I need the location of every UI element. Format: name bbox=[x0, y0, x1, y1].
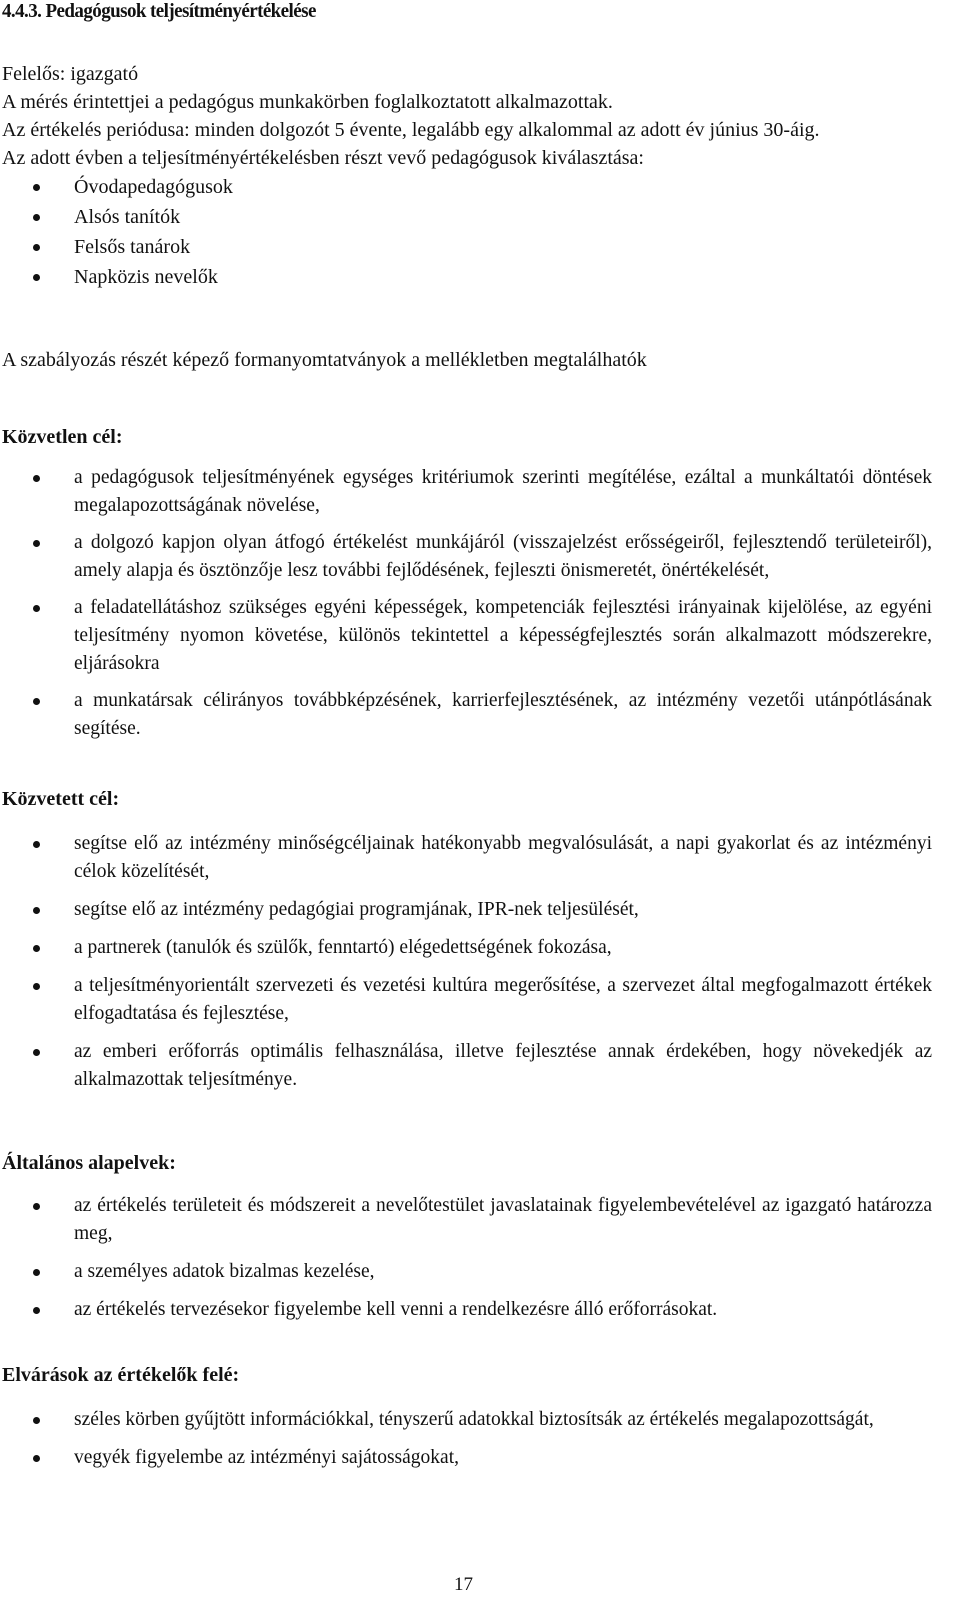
bullet-icon bbox=[33, 244, 40, 251]
list-item: Óvodapedagógusok bbox=[2, 172, 932, 202]
list-item: Alsós tanítók bbox=[2, 202, 932, 232]
bullet-icon bbox=[33, 1417, 40, 1424]
list-item: a teljesítményorientált szervezeti és vezetési kultúra megerősítése, a szervezet által megfogalmazott értékek elfogadtatása és fejlesztése, bbox=[2, 972, 932, 1028]
list-item: a feladatellátáshoz szükséges egyéni képességek, kompetenciák fejlesztési irányainak kijelölése, az egyéni teljesítmény nyomon követése, különös tekintettel a képességfejlesztés során alkalmazott módszerekre, eljárásokra bbox=[2, 594, 932, 678]
forms-note: A szabályozás részét képező formanyomtatványok a mellékletben megtalálhatók bbox=[2, 349, 647, 371]
bullet-icon bbox=[33, 274, 40, 281]
list-item: a partnerek (tanulók és szülők, fenntartó) elégedettségének fokozása, bbox=[2, 934, 932, 962]
list-item: az értékelés területeit és módszereit a nevelőtestület javaslatainak figyelembevételével az igazgató határozza meg, bbox=[2, 1192, 932, 1248]
list-item: az értékelés tervezésekor figyelembe kell venni a rendelkezésre álló erőforrásokat. bbox=[2, 1296, 932, 1324]
bullet-icon bbox=[33, 184, 40, 191]
direct-goal-section bbox=[2, 424, 932, 743]
bullet-icon bbox=[33, 1203, 40, 1210]
list-item: a pedagógusok teljesítményének egységes kritériumok szerinti megítélése, ezáltal a munkáltatói döntések megalapozottságának növelése, bbox=[2, 464, 932, 520]
list-item: az emberi erőforrás optimális felhasználása, illetve fejlesztése annak érdekében, hogy növekedjék az alkalmazottak teljesítménye. bbox=[2, 1038, 932, 1094]
teacher-groups-list bbox=[2, 172, 932, 292]
direct-goal-title: Közvetlen cél: bbox=[2, 426, 123, 448]
list-item: segítse elő az intézmény pedagógiai programjának, IPR-nek teljesülését, bbox=[2, 896, 932, 924]
intro-block bbox=[2, 60, 932, 292]
selection-line: Az adott évben a teljesítményértékelésben részt vevő pedagógusok kiválasztása: bbox=[2, 147, 644, 169]
bullet-icon bbox=[33, 1269, 40, 1276]
list-item: Felsős tanárok bbox=[2, 232, 932, 262]
general-principles-section bbox=[2, 1150, 932, 1324]
bullet-icon bbox=[33, 605, 40, 612]
direct-goal-list bbox=[2, 464, 932, 743]
list-item: a személyes adatok bizalmas kezelése, bbox=[2, 1258, 932, 1286]
responsible-line: Felelős: igazgató bbox=[2, 63, 139, 85]
bullet-icon bbox=[33, 698, 40, 705]
list-item: vegyék figyelembe az intézményi sajátosságokat, bbox=[2, 1444, 932, 1472]
general-principles-title: Általános alapelvek: bbox=[2, 1152, 176, 1174]
scope-line: A mérés érintettjei a pedagógus munkakörben foglalkoztatott alkalmazottak. bbox=[2, 91, 613, 113]
bullet-icon bbox=[33, 540, 40, 547]
bullet-icon bbox=[33, 1307, 40, 1314]
section-heading: 4.4.3. Pedagógusok teljesítményértékelése bbox=[2, 0, 316, 22]
period-line: Az értékelés periódusa: minden dolgozót 5 évente, legalább egy alkalommal az adott év június 30-áig. bbox=[2, 119, 820, 141]
bullet-icon bbox=[33, 1049, 40, 1056]
general-principles-list bbox=[2, 1192, 932, 1324]
bullet-icon bbox=[33, 907, 40, 914]
bullet-icon bbox=[33, 1455, 40, 1462]
bullet-icon bbox=[33, 983, 40, 990]
list-item: Napközis nevelők bbox=[2, 262, 932, 292]
indirect-goal-title: Közvetett cél: bbox=[2, 788, 120, 810]
indirect-goal-list bbox=[2, 830, 932, 1094]
list-item: a munkatársak célirányos továbbképzésének, karrierfejlesztésének, az intézmény vezetői utánpótlásának segítése. bbox=[2, 687, 932, 743]
indirect-goal-section bbox=[2, 786, 932, 1094]
page-number: 17 bbox=[454, 1574, 473, 1595]
list-item: széles körben gyűjtött információkkal, tényszerű adatokkal biztosítsák az értékelés megalapozottságát, bbox=[2, 1406, 932, 1434]
bullet-icon bbox=[33, 945, 40, 952]
evaluator-expectations-title: Elvárások az értékelők felé: bbox=[2, 1364, 240, 1386]
evaluator-expectations-section bbox=[2, 1362, 932, 1472]
list-item: a dolgozó kapjon olyan átfogó értékelést munkájáról (visszajelzést erősségeiről, fejlesztendő területeiről), amely alapja és ösztönzője lesz további fejlődésének, fejleszti önismeretét, önértékelését, bbox=[2, 529, 932, 585]
list-item: segítse elő az intézmény minőségcéljainak hatékonyabb megvalósulását, a napi gyakorlat és az intézményi célok közelítését, bbox=[2, 830, 932, 886]
evaluator-expectations-list bbox=[2, 1406, 932, 1472]
bullet-icon bbox=[33, 475, 40, 482]
bullet-icon bbox=[33, 214, 40, 221]
bullet-icon bbox=[33, 841, 40, 848]
